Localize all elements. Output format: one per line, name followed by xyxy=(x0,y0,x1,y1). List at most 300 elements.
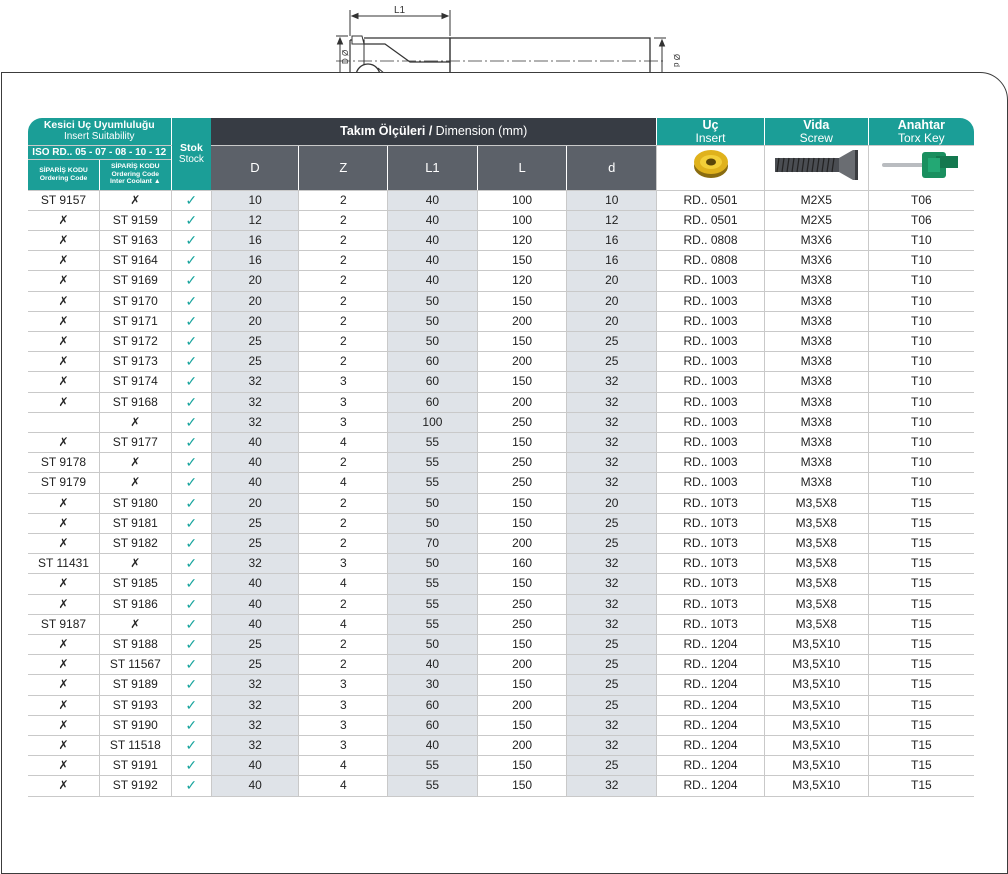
code-coolant: ST 9190 xyxy=(100,715,172,735)
key-header xyxy=(868,118,974,145)
key-code: T10 xyxy=(868,271,974,291)
code-standard: ST 9187 xyxy=(28,614,100,634)
code-coolant: ST 9177 xyxy=(100,432,172,452)
code-coolant: ST 9164 xyxy=(100,251,172,271)
code-standard: ST 9178 xyxy=(28,453,100,473)
dim-L: 150 xyxy=(477,634,567,654)
dim-Z: 2 xyxy=(299,230,388,250)
stock-check: ✓ xyxy=(171,554,211,574)
dim-d: 32 xyxy=(567,412,657,432)
screw-code: M3X8 xyxy=(764,453,868,473)
screw-code: M3,5X10 xyxy=(764,776,868,796)
dim-L: 150 xyxy=(477,493,567,513)
code-standard: ✗ xyxy=(28,311,100,331)
dim-D: 40 xyxy=(211,614,299,634)
dim-D: 40 xyxy=(211,453,299,473)
torx-key-icon xyxy=(874,146,968,182)
label-D: D Ø xyxy=(341,49,350,64)
code-standard: ✗ xyxy=(28,493,100,513)
dim-D: 32 xyxy=(211,675,299,695)
insert-code: RD.. 10T3 xyxy=(657,554,765,574)
dim-L: 150 xyxy=(477,675,567,695)
table-row xyxy=(28,271,974,291)
dim-L: 150 xyxy=(477,756,567,776)
table-row xyxy=(28,695,974,715)
key-code: T10 xyxy=(868,311,974,331)
dim-Z: 3 xyxy=(299,372,388,392)
dim-Z: 3 xyxy=(299,554,388,574)
insert-code: RD.. 0808 xyxy=(657,230,765,250)
code-coolant: ST 9192 xyxy=(100,776,172,796)
dim-L: 150 xyxy=(477,251,567,271)
dim-Z: 4 xyxy=(299,473,388,493)
dim-d: 32 xyxy=(567,372,657,392)
dim-d: 16 xyxy=(567,251,657,271)
dim-Z: 4 xyxy=(299,574,388,594)
code-coolant: ✗ xyxy=(100,190,172,210)
code-coolant: ST 11518 xyxy=(100,735,172,755)
stock-check: ✓ xyxy=(171,574,211,594)
screw-image-cell xyxy=(764,145,868,190)
dim-D: 40 xyxy=(211,594,299,614)
key-image-cell xyxy=(868,145,974,190)
insert-code: RD.. 1003 xyxy=(657,331,765,351)
dim-L1: 50 xyxy=(388,634,478,654)
screw-code: M3,5X8 xyxy=(764,614,868,634)
key-code: T06 xyxy=(868,190,974,210)
dim-D: 20 xyxy=(211,311,299,331)
key-code: T10 xyxy=(868,473,974,493)
insert-code: RD.. 1204 xyxy=(657,715,765,735)
screw-code: M3,5X8 xyxy=(764,594,868,614)
stock-check: ✓ xyxy=(171,271,211,291)
dim-d: 12 xyxy=(567,210,657,230)
dim-L: 250 xyxy=(477,412,567,432)
stock-check: ✓ xyxy=(171,352,211,372)
dim-d: 32 xyxy=(567,715,657,735)
dimension-header xyxy=(211,118,656,145)
dim-L1: 55 xyxy=(388,432,478,452)
dim-Z: 3 xyxy=(299,412,388,432)
code-coolant: ✗ xyxy=(100,614,172,634)
dim-L1: 60 xyxy=(388,352,478,372)
screw-code: M3X8 xyxy=(764,432,868,452)
insert-code: RD.. 1003 xyxy=(657,271,765,291)
compat-header xyxy=(28,118,171,145)
dim-D: 25 xyxy=(211,655,299,675)
dim-L: 200 xyxy=(477,352,567,372)
screw-code: M3X8 xyxy=(764,412,868,432)
dim-d: 32 xyxy=(567,554,657,574)
code-standard: ✗ xyxy=(28,513,100,533)
code-coolant: ST 9182 xyxy=(100,533,172,553)
key-code: T15 xyxy=(868,756,974,776)
screw-code: M3,5X10 xyxy=(764,675,868,695)
insert-code: RD.. 10T3 xyxy=(657,493,765,513)
dim-d: 25 xyxy=(567,675,657,695)
screw-code: M3,5X10 xyxy=(764,715,868,735)
dim-d: 32 xyxy=(567,574,657,594)
screw-code: M3,5X8 xyxy=(764,554,868,574)
table-row xyxy=(28,776,974,796)
dim-Z: 4 xyxy=(299,432,388,452)
screw-code: M3X8 xyxy=(764,271,868,291)
code-coolant: ST 9173 xyxy=(100,352,172,372)
insert-code: RD.. 1003 xyxy=(657,311,765,331)
code1-tr: SİPARİŞ KODU xyxy=(39,167,88,174)
dim-D: 25 xyxy=(211,331,299,351)
dim-L: 160 xyxy=(477,554,567,574)
dim-Z: 2 xyxy=(299,493,388,513)
code-standard: ✗ xyxy=(28,210,100,230)
stock-tr: Stok xyxy=(180,141,203,154)
code-standard: ✗ xyxy=(28,776,100,796)
dim-L: 250 xyxy=(477,453,567,473)
code-coolant: ST 9180 xyxy=(100,493,172,513)
dim-Z: 2 xyxy=(299,210,388,230)
code-standard xyxy=(28,412,100,432)
dim-L1: 55 xyxy=(388,594,478,614)
stock-check: ✓ xyxy=(171,311,211,331)
code-coolant: ST 9169 xyxy=(100,271,172,291)
screw-code: M3X8 xyxy=(764,392,868,412)
dim-d: 25 xyxy=(567,352,657,372)
dim-d: 25 xyxy=(567,695,657,715)
code-standard: ✗ xyxy=(28,392,100,412)
table-row xyxy=(28,352,974,372)
dim-L1: 50 xyxy=(388,513,478,533)
code-coolant: ST 9159 xyxy=(100,210,172,230)
key-code: T15 xyxy=(868,513,974,533)
dim-D: 20 xyxy=(211,291,299,311)
code2-tr: SİPARİŞ KODU xyxy=(110,163,160,171)
dim-d: 32 xyxy=(567,594,657,614)
compat-title: Kesici Uç Uyumluluğu xyxy=(43,119,155,132)
dim-L: 150 xyxy=(477,715,567,735)
code-standard: ✗ xyxy=(28,271,100,291)
stock-check: ✓ xyxy=(171,715,211,735)
insert-code: RD.. 1204 xyxy=(657,695,765,715)
code-standard: ✗ xyxy=(28,675,100,695)
code1-en: Ordering Code xyxy=(39,174,88,182)
dimension-title-en: Dimension (mm) xyxy=(435,123,528,138)
insert-code: RD.. 1204 xyxy=(657,675,765,695)
stock-check: ✓ xyxy=(171,412,211,432)
table-row xyxy=(28,756,974,776)
dim-D: 32 xyxy=(211,695,299,715)
screw-code: M3X8 xyxy=(764,311,868,331)
screw-code: M3,5X10 xyxy=(764,756,868,776)
dim-Z: 2 xyxy=(299,251,388,271)
table-row xyxy=(28,655,974,675)
insert-code: RD.. 0501 xyxy=(657,210,765,230)
insert-code: RD.. 1003 xyxy=(657,372,765,392)
stock-header xyxy=(171,118,211,190)
table-row xyxy=(28,372,974,392)
table-row xyxy=(28,230,974,250)
dim-Z: 4 xyxy=(299,776,388,796)
screw-code: M3,5X10 xyxy=(764,634,868,654)
code-coolant: ST 9185 xyxy=(100,574,172,594)
dim-L1: 40 xyxy=(388,655,478,675)
dim-d: 32 xyxy=(567,453,657,473)
screw-code: M3X8 xyxy=(764,372,868,392)
code-coolant: ST 9168 xyxy=(100,392,172,412)
code2-en2: Inter Coolant ▲ xyxy=(110,178,161,186)
dim-L: 200 xyxy=(477,533,567,553)
insert-code: RD.. 1003 xyxy=(657,291,765,311)
stock-check: ✓ xyxy=(171,190,211,210)
dim-Z: 2 xyxy=(299,634,388,654)
dim-L: 200 xyxy=(477,695,567,715)
key-code: T15 xyxy=(868,655,974,675)
dim-L1: 40 xyxy=(388,735,478,755)
dim-Z: 4 xyxy=(299,756,388,776)
label-l1: L1 xyxy=(394,5,406,16)
stock-check: ✓ xyxy=(171,675,211,695)
dim-d-header: d xyxy=(567,145,657,190)
dim-L: 150 xyxy=(477,291,567,311)
dim-L: 200 xyxy=(477,392,567,412)
insert-code: RD.. 1204 xyxy=(657,776,765,796)
dim-d: 25 xyxy=(567,655,657,675)
dim-L: 150 xyxy=(477,432,567,452)
dim-L1: 60 xyxy=(388,695,478,715)
dim-L: 100 xyxy=(477,210,567,230)
dim-L1: 60 xyxy=(388,372,478,392)
dim-Z: 2 xyxy=(299,291,388,311)
key-code: T15 xyxy=(868,695,974,715)
code-coolant: ✗ xyxy=(100,554,172,574)
table-row xyxy=(28,291,974,311)
table-row xyxy=(28,432,974,452)
iso-header xyxy=(28,145,171,159)
dim-L1: 100 xyxy=(388,412,478,432)
screw-code: M3,5X8 xyxy=(764,574,868,594)
code-coolant: ST 9171 xyxy=(100,311,172,331)
dim-D: 32 xyxy=(211,372,299,392)
screw-icon xyxy=(769,146,863,182)
stock-check: ✓ xyxy=(171,473,211,493)
code-standard: ✗ xyxy=(28,352,100,372)
dim-Z: 4 xyxy=(299,614,388,634)
dim-D: 40 xyxy=(211,776,299,796)
key-code: T10 xyxy=(868,291,974,311)
code-standard: ST 11431 xyxy=(28,554,100,574)
dim-d: 32 xyxy=(567,432,657,452)
dim-D: 25 xyxy=(211,634,299,654)
code-standard: ✗ xyxy=(28,756,100,776)
code-standard: ✗ xyxy=(28,291,100,311)
stock-check: ✓ xyxy=(171,634,211,654)
dim-Z: 2 xyxy=(299,453,388,473)
product-table xyxy=(28,118,974,797)
table-header xyxy=(28,118,974,190)
key-code: T15 xyxy=(868,574,974,594)
code-coolant: ST 9188 xyxy=(100,634,172,654)
dim-L1: 50 xyxy=(388,311,478,331)
insert-code: RD.. 1003 xyxy=(657,412,765,432)
screw-code: M2X5 xyxy=(764,210,868,230)
code2-header xyxy=(100,159,172,190)
key-code: T10 xyxy=(868,352,974,372)
insert-code: RD.. 10T3 xyxy=(657,594,765,614)
dim-L1: 55 xyxy=(388,473,478,493)
insert-header xyxy=(657,118,765,145)
dim-d: 10 xyxy=(567,190,657,210)
dim-Z: 2 xyxy=(299,311,388,331)
code-coolant: ✗ xyxy=(100,412,172,432)
round-insert-icon xyxy=(683,146,739,182)
dim-L1: 40 xyxy=(388,190,478,210)
screw-code: M3X8 xyxy=(764,331,868,351)
key-code: T15 xyxy=(868,614,974,634)
screw-en: Screw xyxy=(799,130,833,145)
key-code: T15 xyxy=(868,735,974,755)
dim-L: 200 xyxy=(477,311,567,331)
insert-code: RD.. 0808 xyxy=(657,251,765,271)
insert-code: RD.. 10T3 xyxy=(657,574,765,594)
key-code: T10 xyxy=(868,331,974,351)
dim-L: 100 xyxy=(477,190,567,210)
stock-check: ✓ xyxy=(171,695,211,715)
table-row xyxy=(28,715,974,735)
dimension-title-tr: Takım Ölçüleri / xyxy=(340,123,433,138)
dim-L-header: L xyxy=(477,145,567,190)
dim-d: 20 xyxy=(567,311,657,331)
dim-Z: 3 xyxy=(299,715,388,735)
dim-d: 16 xyxy=(567,230,657,250)
dim-D: 16 xyxy=(211,251,299,271)
dim-D: 12 xyxy=(211,210,299,230)
code-standard: ✗ xyxy=(28,594,100,614)
key-code: T10 xyxy=(868,372,974,392)
dim-L: 120 xyxy=(477,230,567,250)
dim-L1: 50 xyxy=(388,554,478,574)
dim-D: 25 xyxy=(211,533,299,553)
dim-L1-header: L1 xyxy=(388,145,478,190)
screw-code: M3,5X8 xyxy=(764,533,868,553)
dim-Z: 2 xyxy=(299,352,388,372)
dim-d: 32 xyxy=(567,614,657,634)
dim-D: 40 xyxy=(211,432,299,452)
screw-code: M3X6 xyxy=(764,251,868,271)
key-code: T15 xyxy=(868,675,974,695)
dim-L1: 40 xyxy=(388,251,478,271)
key-code: T10 xyxy=(868,251,974,271)
dim-D: 20 xyxy=(211,271,299,291)
dim-L1: 55 xyxy=(388,574,478,594)
dim-D: 25 xyxy=(211,352,299,372)
code-standard: ✗ xyxy=(28,634,100,654)
code-standard: ✗ xyxy=(28,230,100,250)
code-coolant: ✗ xyxy=(100,453,172,473)
dim-L: 150 xyxy=(477,574,567,594)
table-row xyxy=(28,473,974,493)
dim-L: 150 xyxy=(477,372,567,392)
code-standard: ✗ xyxy=(28,432,100,452)
table-row xyxy=(28,594,974,614)
dim-L: 200 xyxy=(477,735,567,755)
code-standard: ✗ xyxy=(28,574,100,594)
dim-L1: 30 xyxy=(388,675,478,695)
screw-code: M3,5X8 xyxy=(764,513,868,533)
table-row xyxy=(28,554,974,574)
dim-L: 250 xyxy=(477,473,567,493)
dim-d: 20 xyxy=(567,291,657,311)
key-code: T10 xyxy=(868,453,974,473)
table-row xyxy=(28,735,974,755)
dim-L1: 55 xyxy=(388,776,478,796)
dim-L: 250 xyxy=(477,614,567,634)
dim-L1: 50 xyxy=(388,291,478,311)
dim-Z: 3 xyxy=(299,675,388,695)
key-code: T15 xyxy=(868,554,974,574)
code-standard: ✗ xyxy=(28,735,100,755)
dim-L1: 60 xyxy=(388,392,478,412)
stock-en: Stock xyxy=(178,153,204,165)
screw-tr: Vida xyxy=(803,117,830,132)
code-coolant: ST 9163 xyxy=(100,230,172,250)
dim-Z: 2 xyxy=(299,594,388,614)
dim-D: 16 xyxy=(211,230,299,250)
stock-check: ✓ xyxy=(171,493,211,513)
dim-D: 20 xyxy=(211,493,299,513)
key-tr: Anahtar xyxy=(897,117,945,132)
insert-image-cell xyxy=(657,145,765,190)
stock-check: ✓ xyxy=(171,756,211,776)
insert-code: RD.. 1204 xyxy=(657,756,765,776)
dim-D: 32 xyxy=(211,554,299,574)
table-row xyxy=(28,614,974,634)
code-coolant: ST 9186 xyxy=(100,594,172,614)
table-row xyxy=(28,331,974,351)
dim-D: 40 xyxy=(211,756,299,776)
dim-D: 10 xyxy=(211,190,299,210)
stock-check: ✓ xyxy=(171,230,211,250)
table-row xyxy=(28,574,974,594)
table-row xyxy=(28,412,974,432)
screw-code: M3X8 xyxy=(764,473,868,493)
dim-Z: 2 xyxy=(299,271,388,291)
stock-check: ✓ xyxy=(171,432,211,452)
dim-L1: 40 xyxy=(388,230,478,250)
dim-D: 40 xyxy=(211,574,299,594)
table-row xyxy=(28,453,974,473)
dim-d: 25 xyxy=(567,513,657,533)
compat-subtitle: Insert Suitability xyxy=(63,131,135,143)
key-code: T15 xyxy=(868,594,974,614)
dim-Z: 2 xyxy=(299,655,388,675)
code-coolant: ST 9193 xyxy=(100,695,172,715)
dim-L1: 55 xyxy=(388,453,478,473)
screw-code: M3X8 xyxy=(764,352,868,372)
table-row xyxy=(28,533,974,553)
screw-code: M3X6 xyxy=(764,230,868,250)
screw-code: M2X5 xyxy=(764,190,868,210)
dim-Z-header: Z xyxy=(299,145,388,190)
table-body xyxy=(28,190,974,796)
table-row xyxy=(28,190,974,210)
dim-L1: 60 xyxy=(388,715,478,735)
insert-code: RD.. 10T3 xyxy=(657,614,765,634)
code-standard: ✗ xyxy=(28,251,100,271)
stock-check: ✓ xyxy=(171,372,211,392)
code-standard: ✗ xyxy=(28,372,100,392)
code-coolant: ST 9174 xyxy=(100,372,172,392)
dim-D: 32 xyxy=(211,392,299,412)
dim-d: 20 xyxy=(567,493,657,513)
